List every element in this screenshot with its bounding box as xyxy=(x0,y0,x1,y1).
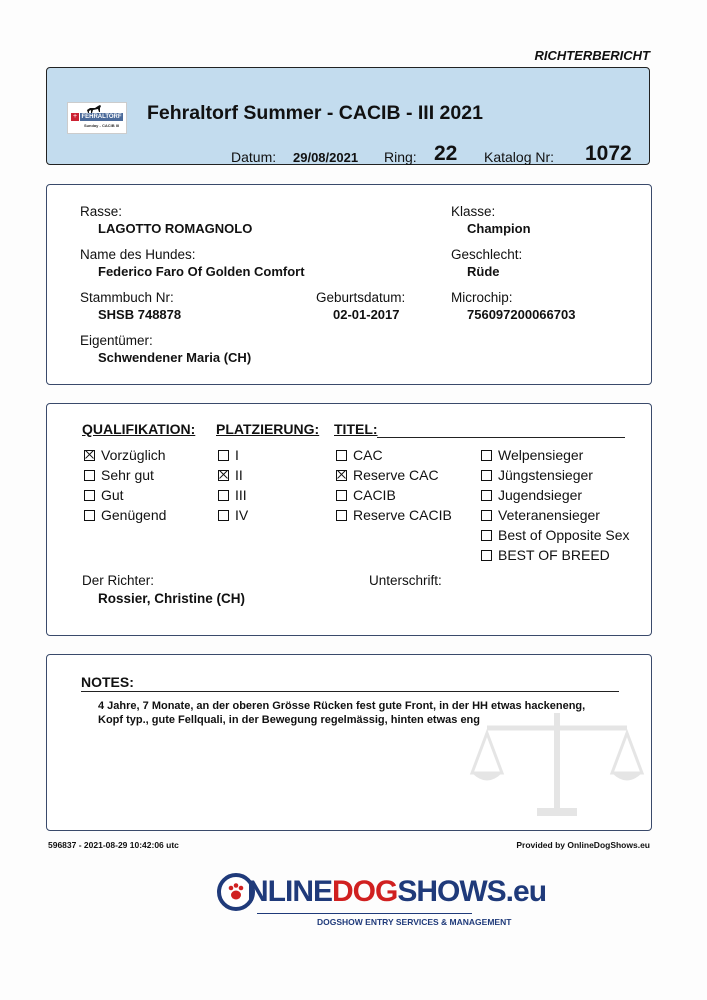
class-label: Klasse: xyxy=(451,204,496,219)
qualification-option-label: Vorzüglich xyxy=(101,447,166,463)
checkbox-icon[interactable] xyxy=(481,450,492,461)
signature-label: Unterschrift: xyxy=(369,573,442,588)
checkbox-icon[interactable] xyxy=(218,450,229,461)
scales-icon xyxy=(467,703,647,823)
assessment-panel xyxy=(46,403,652,636)
date-value: 29/08/2021 xyxy=(293,150,359,165)
placement-option-label: III xyxy=(235,487,247,503)
checkbox-icon[interactable] xyxy=(336,510,347,521)
title-option[interactable] xyxy=(336,465,452,485)
owner-value: Schwendener Maria (CH) xyxy=(98,350,252,365)
award-option-label: Jüngstensieger xyxy=(498,467,593,483)
dog-info-panel xyxy=(46,184,652,385)
event-logo: + FEHRALTORF Sunday - CACIB III xyxy=(67,102,127,134)
checked-box-icon[interactable] xyxy=(84,450,95,461)
award-option[interactable] xyxy=(481,485,630,505)
checkbox-icon[interactable] xyxy=(481,550,492,561)
award-option-label: BEST OF BREED xyxy=(498,547,610,563)
onlinedogshows-logo[interactable] xyxy=(217,873,547,933)
placement-option[interactable] xyxy=(218,505,248,525)
breed-label: Rasse: xyxy=(80,204,123,219)
qualification-option-label: Gut xyxy=(101,487,124,503)
date-label: Datum: xyxy=(231,149,277,165)
award-option-label: Jugendsieger xyxy=(498,487,583,503)
birthdate-value: 02-01-2017 xyxy=(333,307,400,322)
checkbox-icon[interactable] xyxy=(481,530,492,541)
qualification-option[interactable] xyxy=(84,465,166,485)
checked-box-icon[interactable] xyxy=(218,470,229,481)
checkbox-icon[interactable] xyxy=(84,490,95,501)
notes-heading: NOTES: xyxy=(81,674,134,690)
checkbox-icon[interactable] xyxy=(481,470,492,481)
dog-name-value: Federico Faro Of Golden Comfort xyxy=(98,264,305,279)
sex-value: Rüde xyxy=(467,264,500,279)
checkbox-icon[interactable] xyxy=(218,490,229,501)
sex-label: Geschlecht: xyxy=(451,247,523,262)
birthdate-label: Geburtsdatum: xyxy=(316,290,406,305)
microchip-value: 756097200066703 xyxy=(467,307,576,322)
microchip-label: Microchip: xyxy=(451,290,513,305)
studbook-value: SHSB 748878 xyxy=(98,307,182,322)
title-option[interactable] xyxy=(336,505,452,525)
award-option-label: Veteranensieger xyxy=(498,507,600,523)
brand-wordmark: NLINEDOGSHOWS.eu xyxy=(247,875,547,908)
notes-underline xyxy=(81,691,619,692)
notes-text: 4 Jahre, 7 Monate, an der oberen Grösse Rücken fest gute Front, in der HH etwas hackeneng, Kopf typ., gute Fellquali, in der Bewegung regelmässig, hinten etwas eng xyxy=(98,700,586,726)
brand-divider xyxy=(257,913,472,914)
qualification-option[interactable] xyxy=(84,485,166,505)
checked-box-icon[interactable] xyxy=(336,470,347,481)
dog-name-label: Name des Hundes: xyxy=(80,247,196,262)
checkbox-icon[interactable] xyxy=(336,450,347,461)
checkbox-icon[interactable] xyxy=(336,490,347,501)
award-option[interactable] xyxy=(481,505,630,525)
qualification-heading: QUALIFIKATION: xyxy=(82,421,196,437)
placement-option[interactable] xyxy=(218,465,248,485)
title-options xyxy=(336,445,452,525)
title-option-label: CACIB xyxy=(353,487,396,503)
catalog-value: 1072 xyxy=(585,142,632,165)
award-option[interactable] xyxy=(481,545,630,565)
judge-label: Der Richter: xyxy=(82,573,155,588)
header-panel xyxy=(46,67,650,165)
footer-provider: Provided by OnlineDogShows.eu xyxy=(516,840,650,850)
event-title: Fehraltorf Summer - CACIB - III 2021 xyxy=(147,102,483,124)
studbook-label: Stammbuch Nr: xyxy=(80,290,174,305)
catalog-label: Katalog Nr: xyxy=(484,149,555,165)
award-option-label: Welpensieger xyxy=(498,447,584,463)
placement-options xyxy=(218,445,248,525)
qualification-option-label: Sehr gut xyxy=(101,467,154,483)
qualification-option-label: Genügend xyxy=(101,507,167,523)
placement-option-label: II xyxy=(235,467,243,483)
title-option[interactable] xyxy=(336,485,452,505)
title-option-label: CAC xyxy=(353,447,383,463)
owner-label: Eigentümer: xyxy=(80,333,153,348)
placement-option-label: IV xyxy=(235,507,249,523)
checkbox-icon[interactable] xyxy=(84,510,95,521)
qualification-option[interactable] xyxy=(84,505,166,525)
checkbox-icon[interactable] xyxy=(84,470,95,481)
breed-value: LAGOTTO ROMAGNOLO xyxy=(98,221,253,236)
award-option-label: Best of Opposite Sex xyxy=(498,527,630,543)
notes-panel xyxy=(46,654,652,831)
qualification-options xyxy=(84,445,166,525)
title-underline xyxy=(377,437,625,438)
footer-timestamp: 596837 - 2021-08-29 10:42:06 utc xyxy=(48,840,179,850)
award-option[interactable] xyxy=(481,445,630,465)
title-option[interactable] xyxy=(336,445,452,465)
checkbox-icon[interactable] xyxy=(481,510,492,521)
judge-value: Rossier, Christine (CH) xyxy=(98,591,246,606)
award-option[interactable] xyxy=(481,525,630,545)
placement-option-label: I xyxy=(235,447,239,463)
checkbox-icon[interactable] xyxy=(481,490,492,501)
title-heading: TITEL: xyxy=(334,421,378,437)
report-title: RICHTERBERICHT xyxy=(534,48,650,63)
title-option-label: Reserve CAC xyxy=(353,467,439,483)
award-option[interactable] xyxy=(481,465,630,485)
ring-label: Ring: xyxy=(384,149,417,165)
brand-tagline: DOGSHOW ENTRY SERVICES & MANAGEMENT xyxy=(317,917,512,927)
ring-value: 22 xyxy=(434,142,458,165)
checkbox-icon[interactable] xyxy=(218,510,229,521)
award-options xyxy=(481,445,630,565)
placement-option[interactable] xyxy=(218,485,248,505)
class-value: Champion xyxy=(467,221,531,236)
title-option-label: Reserve CACIB xyxy=(353,507,452,523)
qualification-option[interactable] xyxy=(84,445,166,465)
placement-heading: PLATZIERUNG: xyxy=(216,421,320,437)
placement-option[interactable] xyxy=(218,445,248,465)
